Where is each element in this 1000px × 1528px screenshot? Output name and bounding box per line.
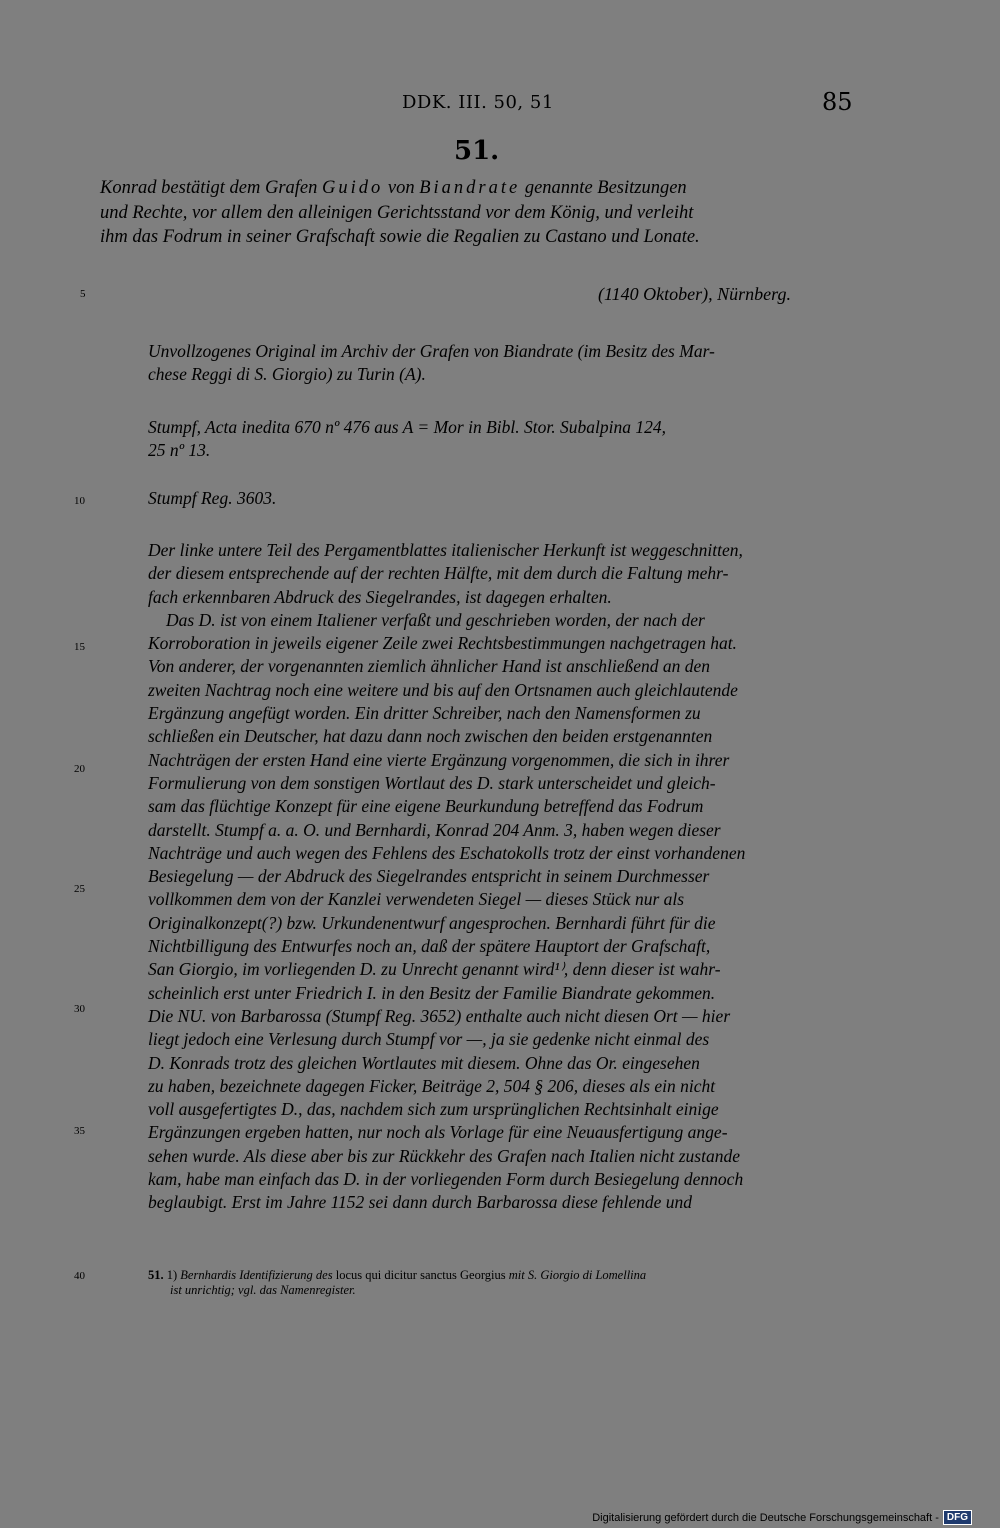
tradition-line: Unvollzogenes Original im Archiv der Grafen von Biandrate (im Besitz des Mar- bbox=[148, 341, 715, 361]
editions-line: Stumpf, Acta inedita 670 nº 476 aus A = Mor in Bibl. Stor. Subalpina 124, bbox=[148, 417, 666, 437]
editions-line: 25 nº 13. bbox=[148, 440, 211, 461]
line-number: 40 bbox=[74, 1270, 85, 1282]
commentary-line: Der linke untere Teil des Pergamentblattes italienischer Herkunft ist weggeschnitten, bbox=[148, 540, 743, 560]
line-number: 10 bbox=[74, 495, 85, 507]
regest-text: Konrad bestätigt dem Grafen bbox=[100, 178, 322, 198]
footnote bbox=[148, 1268, 853, 1298]
commentary-line: kam, habe man einfach das D. in der vorliegenden Form durch Besiegelung dennoch bbox=[148, 1169, 744, 1190]
tradition-line: chese Reggi di S. Giorgio) zu Turin (A). bbox=[148, 364, 426, 385]
commentary-line: beglaubigt. Erst im Jahre 1152 sei dann durch Barbarossa diese fehlende und bbox=[148, 1192, 693, 1213]
footnote-text: mit S. Giorgio di Lomellina bbox=[508, 1268, 647, 1282]
line-number: 25 bbox=[74, 883, 85, 895]
regesta-line: Stumpf Reg. 3603. bbox=[148, 488, 277, 508]
commentary-line: zweiten Nachtrag noch eine weitere und bis auf den Ortsnamen auch gleichlautende bbox=[148, 679, 738, 700]
commentary-line: vollkommen dem von der Kanzlei verwendeten Siegel — dieses Stück nur als bbox=[148, 889, 685, 910]
footnote-document-number: 51. bbox=[148, 1268, 164, 1282]
commentary-line: Nachträge und auch wegen des Fehlens des Eschatokolls trotz der einst vorhandenen bbox=[148, 842, 746, 863]
commentary-line: der diesem entsprechende auf der rechten Hälfte, mit dem durch die Faltung mehr- bbox=[148, 563, 729, 584]
commentary-line: Ergänzung angefügt worden. Ein dritter Schreiber, nach den Namensformen zu bbox=[148, 703, 701, 724]
commentary-line: liegt jedoch eine Verlesung durch Stumpf vor —, ja sie gedenke nicht einmal des bbox=[148, 1029, 710, 1050]
commentary-line: sam das flüchtige Konzept für eine eigene Beurkundung betreffend das Fodrum bbox=[148, 796, 704, 817]
document-number: 51. bbox=[454, 136, 500, 166]
commentary-line: Nachträgen der ersten Hand eine vierte Ergänzung vorgenommen, die sich in ihrer bbox=[148, 749, 730, 770]
footnote-marker: 1) bbox=[166, 1268, 178, 1282]
regest-line-1 bbox=[100, 176, 855, 201]
footnote-text: Bernhardis Identifizierung des bbox=[180, 1268, 333, 1282]
commentary bbox=[148, 539, 853, 1215]
line-number: 30 bbox=[74, 1003, 85, 1015]
commentary-line: D. Konrads trotz des gleichen Wortlautes mit diesem. Ohne das Or. eingesehen bbox=[148, 1052, 700, 1073]
commentary-line: fach erkennbaren Abdruck des Siegelrandes, ist dagegen erhalten. bbox=[148, 586, 612, 607]
regest-line-2: und Rechte, vor allem den alleinigen Gerichtsstand vor dem König, und verleiht bbox=[100, 202, 694, 223]
commentary-line: Nichtbilligung des Entwurfes noch an, daß der spätere Hauptort der Grafschaft, bbox=[148, 936, 711, 957]
footer-text: Digitalisierung gefördert durch die Deutsche Forschungsgemeinschaft - bbox=[592, 1511, 939, 1524]
regest bbox=[100, 176, 855, 250]
footnote-line-2: ist unrichtig; vgl. das Namenregister. bbox=[170, 1283, 356, 1297]
commentary-line: Formulierung von dem sonstigen Wortlaut des D. stark unterscheidet und gleich- bbox=[148, 772, 716, 793]
commentary-line: Von anderer, der vorgenannten ziemlich ähnlicher Hand ist anschließend an den bbox=[148, 656, 711, 677]
line-number: 35 bbox=[74, 1125, 85, 1137]
regesta bbox=[148, 487, 853, 510]
page-number: 85 bbox=[822, 88, 853, 116]
commentary-line: San Giorgio, im vorliegenden D. zu Unrecht genannt wird¹⁾, denn dieser ist wahr- bbox=[148, 959, 721, 980]
tradition bbox=[148, 340, 853, 387]
commentary-line: Originalkonzept(?) bzw. Urkundenentwurf angesprochen. Bernhardi führt für die bbox=[148, 912, 716, 933]
dfg-logo: DFG bbox=[943, 1510, 972, 1525]
editions bbox=[148, 416, 853, 463]
commentary-line: Korroboration in jeweils eigener Zeile zwei Rechtsbestimmungen nachgetragen hat. bbox=[148, 633, 737, 654]
line-number: 5 bbox=[80, 288, 86, 300]
footnote-quote: locus qui dicitur sanctus Georgius bbox=[335, 1268, 506, 1282]
commentary-line: Die NU. von Barbarossa (Stumpf Reg. 3652) enthalte auch nicht diesen Ort — hier bbox=[148, 1005, 731, 1026]
footnote-line-1 bbox=[148, 1268, 853, 1283]
commentary-line: Besiegelung — der Abdruck des Siegelrandes entspricht in seinem Durchmesser bbox=[148, 866, 710, 887]
commentary-line: zu haben, bezeichnete dagegen Ficker, Beiträge 2, 504 § 206, dieses als ein nicht bbox=[148, 1075, 716, 1096]
commentary-line: scheinlich erst unter Friedrich I. in den Besitz der Familie Biandrate gekommen. bbox=[148, 982, 716, 1003]
regest-text: genannte Besitzungen bbox=[520, 178, 687, 198]
commentary-line: voll ausgefertigtes D., das, nachdem sich zum ursprünglichen Rechtsinhalt einige bbox=[148, 1099, 719, 1120]
commentary-line: darstellt. Stumpf a. a. O. und Bernhardi, Konrad 204 Anm. 3, haben wegen dieser bbox=[148, 819, 721, 840]
commentary-line: Ergänzungen ergeben hatten, nur noch als Vorlage für eine Neuausfertigung ange- bbox=[148, 1122, 728, 1143]
running-head: DDK. III. 50, 51 bbox=[402, 92, 554, 113]
date-place: (1140 Oktober), Nürnberg. bbox=[598, 284, 791, 304]
regest-text: von bbox=[383, 178, 420, 198]
digitization-credit bbox=[592, 1510, 972, 1525]
commentary-line: schließen ein Deutscher, hat dazu dann noch zwischen den beiden erstgenannten bbox=[148, 726, 713, 747]
commentary-line: Das D. ist von einem Italiener verfaßt und geschrieben worden, der nach der bbox=[166, 609, 705, 630]
commentary-line: sehen wurde. Als diese aber bis zur Rückkehr des Grafen nach Italien nicht zustande bbox=[148, 1145, 740, 1166]
regest-line-3: ihm das Fodrum in seiner Grafschaft sowie die Regalien zu Castano und Lonate. bbox=[100, 227, 700, 247]
line-number: 20 bbox=[74, 763, 85, 775]
regest-name-guido: Guido bbox=[322, 178, 384, 198]
regest-name-biandrate: Biandrate bbox=[419, 178, 521, 198]
line-number: 15 bbox=[74, 641, 85, 653]
